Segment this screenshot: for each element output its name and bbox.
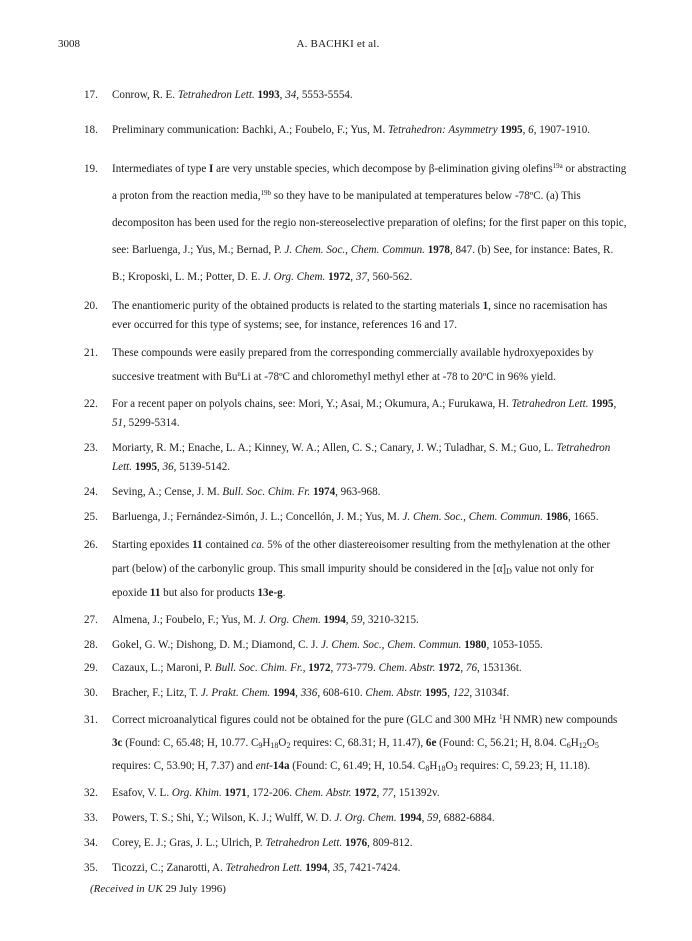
page-number: 3008 xyxy=(58,38,80,50)
reference-number: 30. xyxy=(84,687,98,699)
running-head: A. BACHKI et al. xyxy=(296,38,380,50)
reference-text: Gokel, G. W.; Dishong, D. M.; Diamond, C. J. J. Chem. Soc., Chem. Commun. 1980, 1053-1055. xyxy=(112,639,543,651)
reference-number: 29. xyxy=(84,662,98,674)
reference-item xyxy=(84,439,629,477)
reference-number: 19. xyxy=(84,163,98,175)
reference-text: Powers, T. S.; Shi, Y.; Wilson, K. J.; Wulff, W. D. J. Org. Chem. 1994, 59, 6882-6884. xyxy=(112,812,495,824)
reference-item xyxy=(84,121,629,140)
reference-number: 17. xyxy=(84,89,98,101)
reference-list xyxy=(84,80,629,878)
reference-text: Bracher, F.; Litz, T. J. Prakt. Chem. 1994, 336, 608-610. Chem. Abstr. 1995, 122, 31034f. xyxy=(112,687,510,699)
reference-item xyxy=(84,859,629,878)
reference-number: 32. xyxy=(84,787,98,799)
reference-item xyxy=(84,297,629,335)
reference-item xyxy=(84,86,629,105)
reference-number: 24. xyxy=(84,486,98,498)
received-note xyxy=(90,883,226,895)
reference-number: 20. xyxy=(84,300,98,312)
reference-number: 21. xyxy=(84,347,98,359)
reference-number: 23. xyxy=(84,442,98,454)
reference-text: Intermediates of type I are very unstable species, which decompose by β-elimination giving olefins$^{19a}$ or abstracting a proton from the reaction media,$^{19b}$ so they have to be manipulated at temperatures below -78ºC. (a) This decompositon has been used for the regio non-stereoselective preparation of olefins; for the first paper on this topic, see: Barluenga, J.; Yus, M.; Bernad, P. J. Chem. Soc., Chem. Commun. 1978, 847. (b) See, for instance: Bates, R. B.; Kroposki, L. M.; Potter, D. E. J. Org. Chem. 1972, 37, 560-562. xyxy=(112,162,627,283)
reference-text: Almena, J.; Foubelo, F.; Yus, M. J. Org. Chem. 1994, 59, 3210-3215. xyxy=(112,614,419,626)
reference-number: 22. xyxy=(84,398,98,410)
reference-text: Preliminary communication: Bachki, A.; Foubelo, F.; Yus, M. Tetrahedron: Asymmetry 1995, 6, 1907-1910. xyxy=(112,124,591,136)
reference-text: Moriarty, R. M.; Enache, L. A.; Kinney, W. A.; Allen, C. S.; Canary, J. W.; Tuladhar, S. M.; Guo, L. Tetrahedron Lett. 1995, 36, 5139-5142. xyxy=(112,442,611,473)
reference-text: These compounds were easily prepared from the corresponding commercially available hydroxyepoxides by succesive treatment with Bu$^n$Li at -78ºC and chloromethyl methyl ether at -78 to 20ºC in 96% yield. xyxy=(112,347,594,383)
reference-text: Ticozzi, C.; Zanarotti, A. Tetrahedron Lett. 1994, 35, 7421-7424. xyxy=(112,862,401,874)
reference-item xyxy=(84,395,629,433)
reference-text: Seving, A.; Cense, J. M. Bull. Soc. Chim. Fr. 1974, 963-968. xyxy=(112,486,381,498)
reference-number: 31. xyxy=(84,714,98,726)
reference-number: 35. xyxy=(84,862,98,874)
reference-text: Cazaux, L.; Maroni, P. Bull. Soc. Chim. Fr., 1972, 773-779. Chem. Abstr. 1972, 76, 153136t. xyxy=(112,662,522,674)
reference-text: Esafov, V. L. Org. Khim. 1971, 172-206. Chem. Abstr. 1972, 77, 151392v. xyxy=(112,787,440,799)
reference-text: Starting epoxides 11 contained ca. 5% of the other diastereoisomer resulting from the methylenation at the other part (below) of the carbonylic group. This small impurity should be considered in the $[\alpha]_D$ value not only for epoxide 11 but also for products 13e-g. xyxy=(112,539,611,599)
reference-text: Barluenga, J.; Fernández-Simón, J. L.; Concellón, J. M.; Yus, M. J. Chem. Soc., Chem. Commun. 1986, 1665. xyxy=(112,511,599,523)
reference-item xyxy=(84,636,629,655)
reference-text: The enantiomeric purity of the obtained products is related to the starting materials 1, since no racemisation has ever occurred for this type of systems; see, for instance, references 16 and 17. xyxy=(112,300,608,331)
received-label: (Received in UK xyxy=(90,883,163,895)
page-header xyxy=(58,38,618,52)
reference-text: Corey, E. J.; Gras, J. L.; Ulrich, P. Tetrahedron Lett. 1976, 809-812. xyxy=(112,837,413,849)
received-date: 29 July 1996) xyxy=(165,883,226,895)
reference-number: 33. xyxy=(84,812,98,824)
reference-item xyxy=(84,784,629,803)
reference-item xyxy=(84,483,629,502)
reference-item xyxy=(84,508,629,527)
reference-number: 28. xyxy=(84,639,98,651)
reference-text: Correct microanalytical figures could not be obtained for the pure (GLC and 300 MHz $^1$H NMR) new compounds 3c (Found: C, 65.48; H, 10.77. $C_9H_{18}O_2$ requires: C, 68.31; H, 11.47), 6e (Found: C, 56.21; H, 8.04. $C_6H_{12}O_5$ requires: C, 53.90; H, 7.37) and ent-14a (Found: C, 61.49; H, 10.54. $C_8H_{18}O_3$ requires: C, 59.23; H, 11.18). xyxy=(112,713,618,773)
reference-item xyxy=(84,809,629,828)
reference-item xyxy=(84,341,629,389)
reference-text: Conrow, R. E. Tetrahedron Lett. 1993, 34, 5553-5554. xyxy=(112,89,353,101)
reference-number: 25. xyxy=(84,511,98,523)
reference-item xyxy=(84,533,629,605)
reference-number: 27. xyxy=(84,614,98,626)
reference-item xyxy=(84,834,629,853)
reference-item xyxy=(84,156,629,291)
reference-item xyxy=(84,709,629,778)
reference-number: 18. xyxy=(84,124,98,136)
reference-item xyxy=(84,659,629,678)
reference-number: 34. xyxy=(84,837,98,849)
reference-item xyxy=(84,611,629,630)
reference-text: For a recent paper on polyols chains, see: Mori, Y.; Asai, M.; Okumura, A.; Furukawa, H. Tetrahedron Lett. 1995, 51, 5299-5314. xyxy=(112,398,617,429)
reference-number: 26. xyxy=(84,539,98,551)
reference-item xyxy=(84,684,629,703)
